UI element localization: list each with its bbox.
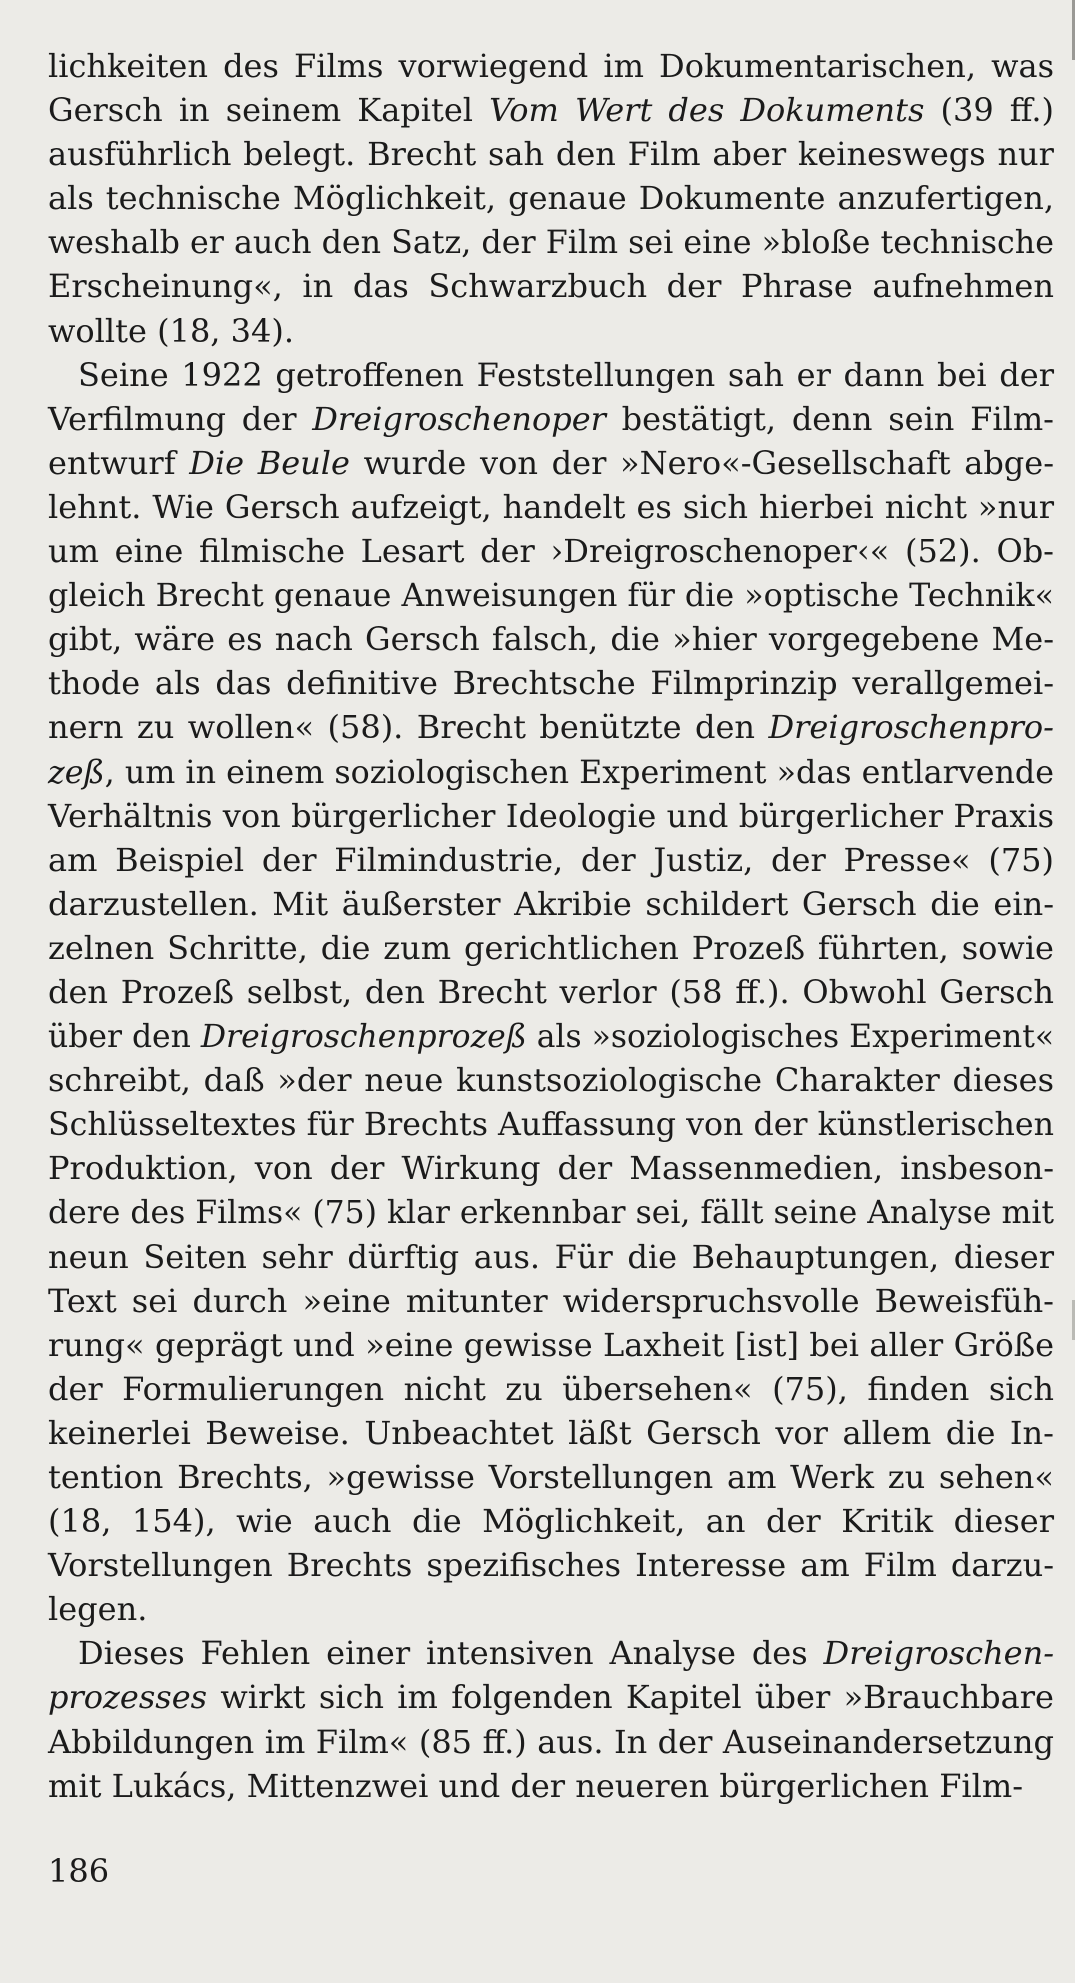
text-run: rung« geprägt und »eine gewisse Laxheit [ist] bei aller Größe [48,1325,1055,1364]
text-run: zelnen Schritte, die zum gerichtlichen Prozeß führten, sowie [48,928,1054,967]
text-run: Dieses Fehlen einer intensiven Analyse des [78,1634,824,1673]
text-run: dere des Films« (75) klar erkennbar sei, fällt seine Analyse mit [48,1193,1055,1232]
text-line [48,882,1075,926]
text-run: , um in einem soziologischen Experiment »das entlarvende [104,752,1054,791]
text-line [48,1411,1075,1455]
text-run: gleich Brecht genaue Anweisungen für die »optische Technik« [48,576,1054,615]
text-line [48,705,1075,749]
text-line [48,617,1075,661]
text-line [48,1102,1075,1146]
text-run: mit Lukács, Mittenzwei und der neueren bürgerlichen Film- [48,1766,1024,1805]
text-line [48,1190,1075,1234]
text-run: wollte (18, 34). [48,311,295,350]
text-run: schreibt, daß »der neue kunstsoziologische Charakter dieses [48,1061,1054,1100]
text-run: lichkeiten des Films vorwiegend im Dokumentarischen, was [48,47,1055,85]
text-run: entwurf [48,443,190,482]
text-line [48,1631,1075,1675]
text-run: tention Brechts, »gewisse Vorstellungen am Werk zu sehen« [48,1458,1054,1496]
text-run: der Formulierungen nicht zu übersehen« (75), finden sich [48,1369,1055,1408]
text-run: Schlüsseltextes für Brechts Auffassung von der künstlerischen [48,1105,1054,1144]
text-line [48,1323,1075,1367]
text-line [48,1587,1075,1631]
text-line [48,353,1075,397]
text-run: legen. [48,1590,148,1629]
text-line [48,220,1075,264]
text-line [48,970,1075,1014]
body-text [48,44,1075,1808]
text-run: Text sei durch »eine mitunter widerspruchsvolle Beweisfüh- [48,1281,1054,1320]
text-run: lehnt. Wie Gersch aufzeigt, handelt es sich hierbei nicht »nur [48,487,1055,526]
text-run: (18, 154), wie auch die Möglichkeit, an der Kritik dieser [48,1502,1054,1541]
text-line [48,1367,1075,1411]
text-run: als »soziologisches Experiment« [526,1017,1055,1056]
text-line [48,1499,1075,1543]
text-run: Produktion, von der Wirkung der Massenmedien, insbeson- [48,1149,1055,1188]
text-run: als technische Möglichkeit, genaue Dokumente anzufertigen, [48,179,1055,218]
text-run: Abbildungen im Film« (85 ff.) aus. In der Auseinandersetzung [48,1722,1054,1761]
text-line [48,88,1075,132]
text-run: Verhältnis von bürgerlicher Ideologie und bürgerlicher Praxis [48,796,1055,835]
text-run: Seine 1922 getroffenen Feststellungen sah er dann bei der [78,355,1054,394]
italic-text: Die Beule [189,443,350,482]
text-line [48,264,1075,308]
text-line [48,397,1075,441]
text-line [48,485,1075,529]
text-run: Verfilmung der [48,399,313,438]
text-line [48,1014,1075,1058]
text-run: weshalb er auch den Satz, der Film sei eine »bloße technische [48,223,1054,262]
text-run: ausführlich belegt. Brecht sah den Film aber keineswegs nur [48,135,1054,174]
italic-text: Dreigroschenpro- [768,708,1054,747]
text-line [48,1279,1075,1323]
text-line [48,309,1075,353]
text-run: (39 ff.) [924,91,1055,130]
text-run: nern zu wollen« (58). Brecht benützte den [48,708,769,747]
italic-text: prozesses [48,1678,208,1717]
text-run: neun Seiten sehr dürftig aus. Für die Behauptungen, dieser [48,1237,1055,1276]
text-run: wirkt sich im folgenden Kapitel über »Brauchbare [207,1678,1054,1717]
text-line [48,661,1075,705]
text-line [48,750,1075,794]
text-line [48,926,1075,970]
text-line [48,441,1075,485]
text-run: gibt, wäre es nach Gersch falsch, die »hier vorgegebene Me- [48,620,1055,659]
text-line [48,1058,1075,1102]
text-run: wurde von der »Nero«-Gesellschaft abge- [349,443,1055,482]
text-line [48,529,1075,573]
text-line [48,1764,1075,1808]
text-line [48,1146,1075,1190]
italic-text: Dreigroschenoper [312,399,606,438]
text-run: über den [48,1017,201,1056]
text-run: bestätigt, denn sein Film- [605,399,1054,438]
text-line [48,1543,1075,1587]
text-line [48,44,1075,88]
italic-text: zeß [48,752,105,791]
text-run: am Beispiel der Filmindustrie, der Justiz, der Presse« (75) [48,840,1055,879]
text-run: den Prozeß selbst, den Brecht verlor (58 ff.). Obwohl Gersch [48,972,1055,1011]
text-line [48,794,1075,838]
text-line [48,1720,1075,1764]
text-line [48,176,1075,220]
text-run: Erscheinung«, in das Schwarzbuch der Phrase aufnehmen [48,267,1054,306]
italic-text: Dreigroschen- [823,1634,1055,1673]
text-run: Gersch in seinem Kapitel [48,91,490,130]
text-line [48,132,1075,176]
text-line [48,1235,1075,1279]
text-run: darzustellen. Mit äußerster Akribie schildert Gersch die ein- [48,884,1055,923]
text-run: thode als das definitive Brechtsche Filmprinzip verallgemei- [48,664,1055,703]
text-line [48,838,1075,882]
italic-text: Vom Wert des Dokuments [489,91,925,130]
text-line [48,1675,1075,1719]
text-run: Vorstellungen Brechts spezifisches Interesse am Film darzu- [48,1546,1055,1585]
text-line [48,573,1075,617]
page-number: 186 [48,1852,110,1890]
text-run: keinerlei Beweise. Unbeachtet läßt Gersch vor allem die In- [48,1413,1054,1452]
text-run: um eine filmische Lesart der ›Dreigroschenoper‹« (52). Ob- [48,532,1054,571]
text-line [48,1455,1075,1499]
italic-text: Dreigroschenprozeß [200,1017,527,1056]
